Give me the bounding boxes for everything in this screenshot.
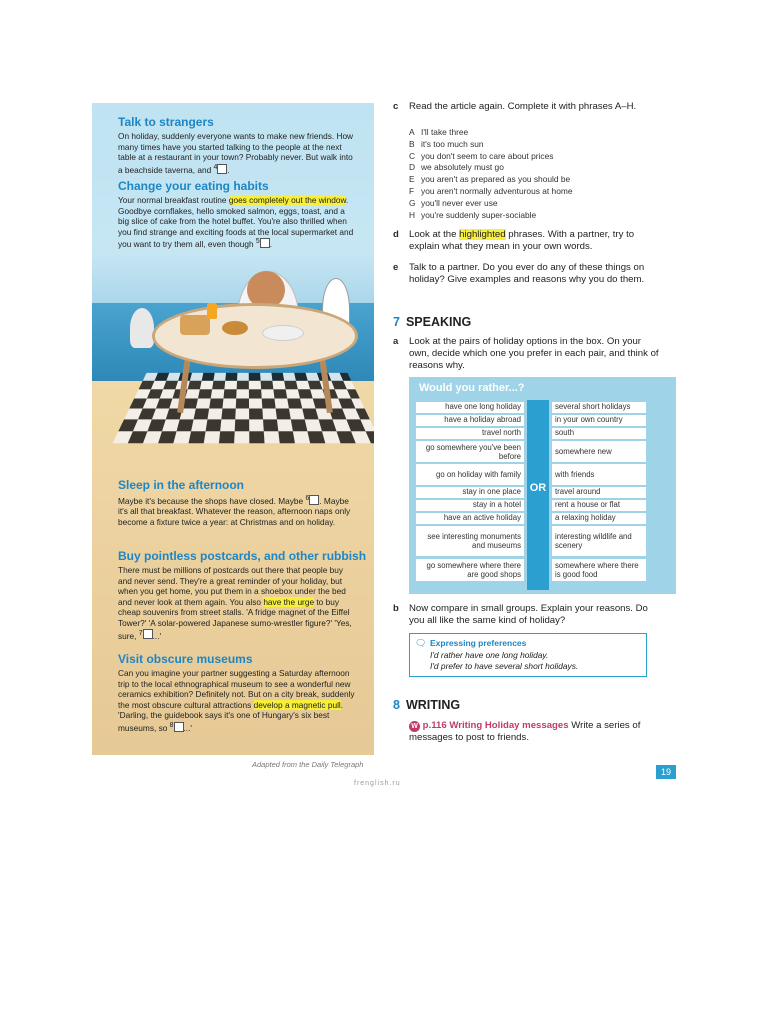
phrase-option: B it's too much sun bbox=[409, 138, 484, 149]
footer-watermark: frenglish.ru bbox=[354, 780, 401, 787]
option-right: with friends bbox=[552, 464, 646, 485]
paragraph-sleep-afternoon: Maybe it's because the shops have closed. Maybe $^6$ . Maybe it's all that breakfast. Whatever the reason, afternoon naps only become a fixture twice a year: at Christmas and on holiday. bbox=[118, 495, 351, 527]
heading-sleep-afternoon: Sleep in the afternoon bbox=[118, 478, 245, 492]
option-right: somewhere where there is good food bbox=[552, 559, 646, 581]
phrase-option: F you aren't normally adventurous at home bbox=[409, 185, 573, 196]
exercise-c-label: c bbox=[393, 101, 399, 112]
speech-bubble-icon: 🗨 bbox=[415, 638, 427, 648]
heading-change-eating-habits: Change your eating habits bbox=[118, 179, 269, 193]
option-right: several short holidays bbox=[552, 402, 646, 413]
phrase-option: H you're suddenly super-sociable bbox=[409, 209, 537, 220]
checkered-floor bbox=[113, 373, 374, 443]
option-right: somewhere new bbox=[552, 441, 646, 462]
option-right: south bbox=[552, 428, 646, 439]
highlighted-phrase: have the urge bbox=[263, 596, 315, 607]
section-writing-heading: 8 WRITING bbox=[393, 698, 461, 712]
option-right: interesting wildlife and scenery bbox=[552, 526, 646, 556]
phrase-option: D we absolutely must go bbox=[409, 162, 504, 173]
option-right: in your own country bbox=[552, 415, 646, 426]
writing-instruction: W p.116 Writing Holiday messages Write a series of messages to post to friends. bbox=[409, 720, 641, 743]
paragraph-change-eating-habits: Your normal breakfast routine goes completely out the window. Goodbye cornflakes, hello smoked salmon, eggs, toast, and a big slice of cake from the hotel buffet. You're also thrilled when you find strange and exciting foods at the local supermarket and you want to try them all, even though $^5$ . bbox=[118, 195, 354, 250]
exercise-e-instruction: Talk to a partner. Do you ever do any of these things on holiday? Give examples and reasons why you do them. bbox=[409, 262, 645, 285]
salmon-plate bbox=[262, 325, 304, 341]
or-label: OR bbox=[529, 482, 547, 494]
answer-box[interactable] bbox=[309, 495, 319, 505]
option-left: stay in a hotel bbox=[416, 500, 524, 511]
phrase-option: C you don't seem to care about prices bbox=[409, 150, 554, 161]
speaking-a-instruction: Look at the pairs of holiday options in the box. On your own, decide which one you prefer in each pair, and think of reasons why. bbox=[409, 336, 659, 371]
exercise-e-label: e bbox=[393, 262, 399, 273]
exercise-c-instruction: Read the article again. Complete it with phrases A–H. bbox=[409, 101, 637, 112]
phrase-option: G you'll never ever use bbox=[409, 197, 498, 208]
option-left: see interesting monuments and museums bbox=[416, 526, 524, 556]
speaking-a-label: a bbox=[393, 336, 399, 347]
paragraph-buy-postcards: There must be millions of postcards out there that people buy and never send. They're a great reminder of your holiday, but when you get home, you put them in a shoebox under the bed and never look at them again. You also have the urge to buy cheap souvenirs from street stalls. 'A fridge magnet of the Eiffel Tower?' 'A solar-powered Japanese sumo-wrestler figure?' 'Yes, sure, $^7$ ...' bbox=[118, 565, 352, 641]
section-speaking-heading: 7 SPEAKING bbox=[393, 315, 472, 329]
option-left: have an active holiday bbox=[416, 513, 524, 524]
paragraph-talk-to-strangers: On holiday, suddenly everyone wants to make new friends. How many times have you started talking to the people at the next table at a restaurant in your town? Probably never. But walk into a beachside taverna, and $^4$ . bbox=[118, 131, 354, 175]
option-left: have one long holiday bbox=[416, 402, 524, 413]
article-panel bbox=[92, 103, 374, 755]
heading-visit-museums: Visit obscure museums bbox=[118, 652, 253, 666]
option-right: a relaxing holiday bbox=[552, 513, 646, 524]
option-right: travel around bbox=[552, 487, 646, 498]
phrase-options-list bbox=[409, 127, 573, 221]
expressing-preferences-title: Expressing preferences bbox=[430, 638, 527, 648]
option-left: go on holiday with family bbox=[416, 464, 524, 485]
source-credit: Adapted from the Daily Telegraph bbox=[252, 760, 364, 769]
option-left: go somewhere you've been before bbox=[416, 441, 524, 462]
preference-example: I'd rather have one long holiday. bbox=[430, 650, 549, 660]
bread-plate bbox=[180, 315, 210, 335]
page-number: 19 bbox=[656, 765, 676, 779]
or-divider bbox=[527, 400, 549, 590]
option-right: rent a house or flat bbox=[552, 500, 646, 511]
exercise-d-label: d bbox=[393, 229, 399, 240]
heading-talk-to-strangers: Talk to strangers bbox=[118, 115, 214, 129]
guest-figure bbox=[130, 308, 154, 348]
speaking-b-label: b bbox=[393, 603, 399, 614]
croissant-plate bbox=[222, 321, 248, 335]
writing-bank-icon: W bbox=[409, 721, 420, 732]
phrase-option: A I'll take three bbox=[409, 127, 469, 137]
writing-page-link[interactable]: p.116 Writing Holiday messages bbox=[422, 720, 569, 731]
paragraph-visit-museums: Can you imagine your partner suggesting a Saturday afternoon trip to the local ethnographical museum to see a wonderful new ceramics exhibition? Definitely not. But on a city break, suddenly the most obscure cultural attractions develop a magnetic pull. 'Darling, the guidebook says it's one of Hungary's six best museums, so $^8$ ...' bbox=[118, 668, 355, 733]
would-you-rather-box bbox=[409, 377, 676, 594]
highlighted-phrase: develop a magnetic pull bbox=[253, 699, 341, 710]
expressing-preferences-box bbox=[409, 633, 647, 677]
phrase-option: E you aren't as prepared as you should be bbox=[409, 174, 571, 185]
highlighted-word: highlighted bbox=[459, 229, 506, 240]
highlighted-phrase: goes completely out the window bbox=[228, 195, 346, 205]
answer-box[interactable] bbox=[143, 629, 153, 639]
speaking-b-instruction: Now compare in small groups. Explain your reasons. Do you all like the same kind of holiday? bbox=[409, 603, 648, 626]
breakfast-table bbox=[152, 303, 358, 369]
answer-box[interactable] bbox=[174, 722, 184, 732]
answer-box[interactable] bbox=[260, 238, 270, 248]
option-left: travel north bbox=[416, 428, 524, 439]
option-left: stay in one place bbox=[416, 487, 524, 498]
orange-juice-glass bbox=[207, 303, 217, 319]
answer-box[interactable] bbox=[217, 164, 227, 174]
would-you-rather-title: Would you rather...? bbox=[419, 382, 525, 394]
option-left: go somewhere where there are good shops bbox=[416, 559, 524, 581]
heading-buy-postcards: Buy pointless postcards, and other rubbish bbox=[118, 549, 367, 563]
preference-example: I'd prefer to have several short holidays. bbox=[430, 661, 579, 671]
exercise-d-instruction: Look at the highlighted phrases. With a partner, try to explain what they mean in your own words. bbox=[409, 229, 635, 252]
option-left: have a holiday abroad bbox=[416, 415, 524, 426]
